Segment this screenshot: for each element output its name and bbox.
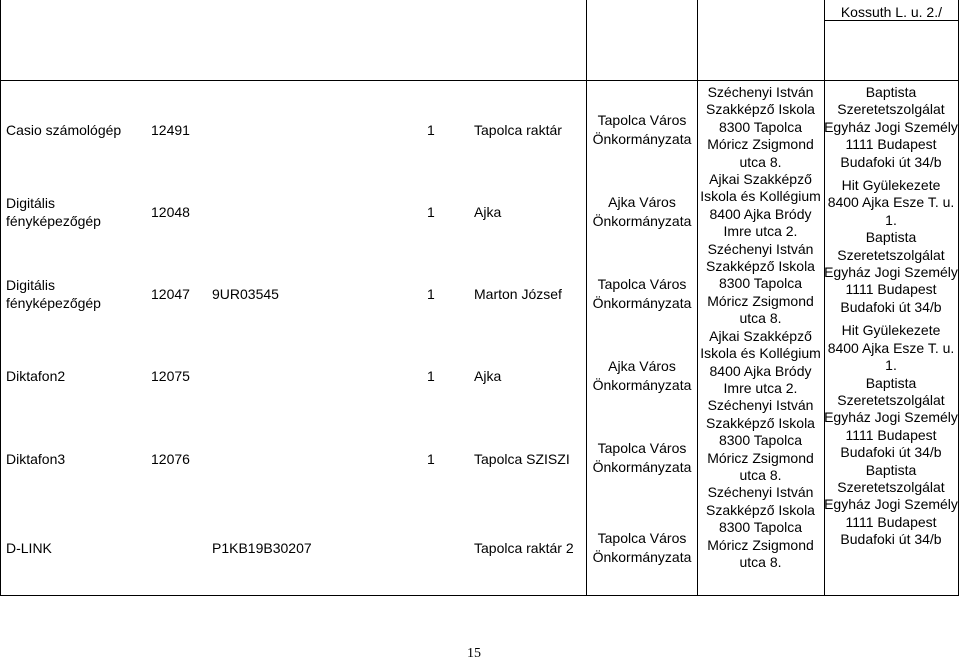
operator-line: Baptista	[865, 84, 917, 100]
school-line: 8300 Tapolca	[718, 275, 803, 292]
operator-line: Szeretetszolgálat	[837, 391, 945, 408]
inventory-number: 12048	[151, 204, 190, 220]
owner-name: Ajka Város Önkormányzata	[592, 194, 692, 229]
location: Tapolca raktár	[474, 122, 562, 138]
item-name: Casio számológép	[6, 122, 122, 138]
operator-line: Egyház Jogi Személy	[824, 409, 958, 426]
operator-line: Budafoki út 34/b	[840, 531, 942, 548]
item-name: Diktafon2	[6, 368, 66, 384]
school-line: 8400 Ajka Bródy	[709, 362, 812, 379]
location: Tapolca SZISZI	[474, 451, 570, 467]
header-address: Kossuth L. u. 2./	[840, 4, 942, 20]
location: Ajka	[474, 368, 502, 384]
owner-cell	[587, 193, 697, 231]
operator-line: Baptista	[865, 229, 917, 246]
school-line: Szakképző Iskola	[706, 501, 815, 518]
quantity: 1	[427, 122, 435, 138]
school-line: 8300 Tapolca	[718, 519, 803, 536]
school-line: Széchenyi István	[707, 397, 814, 414]
operator-line: Szeretetszolgálat	[837, 101, 945, 118]
operator-line: 1111 Budapest	[845, 136, 937, 153]
location: Marton József	[474, 286, 562, 302]
school-line: Szakképző Iskola	[706, 414, 815, 431]
school-line: Iskola és Kollégium	[700, 188, 821, 205]
owner-name: Tapolca Város Önkormányzata	[592, 112, 692, 147]
grid-line	[958, 0, 959, 596]
operator-line: 1.	[885, 357, 897, 374]
owner-cell	[587, 275, 697, 313]
serial-number: 9UR03545	[212, 286, 279, 302]
operator-line: 1.	[885, 211, 897, 228]
inventory-number: 12075	[151, 368, 190, 384]
operator-line: 8400 Ajka Esze T. u.	[827, 194, 955, 211]
operator-line: Szeretetszolgálat	[837, 246, 945, 263]
quantity: 1	[427, 368, 435, 384]
owner-cell	[587, 111, 697, 149]
school-line: utca 8.	[739, 153, 782, 170]
school-line: utca 8.	[739, 310, 782, 327]
school-line: Széchenyi István	[707, 84, 814, 100]
location: Ajka	[474, 204, 502, 220]
owner-cell	[587, 439, 697, 477]
school-line: Móricz Zsigmond	[707, 136, 814, 153]
item-name: Digitális fényképezőgép	[6, 195, 101, 229]
grid-line	[0, 595, 959, 596]
inventory-number: 12491	[151, 122, 190, 138]
owner-name: Tapolca Város Önkormányzata	[592, 276, 692, 311]
school-line: Móricz Zsigmond	[707, 449, 814, 466]
school-line: Móricz Zsigmond	[707, 536, 814, 553]
operator-line: 1111 Budapest	[845, 281, 937, 298]
operator-line: Budafoki út 34/b	[840, 153, 942, 170]
operator-line: Szeretetszolgálat	[837, 478, 945, 495]
operator-line: Hit Gyülekezete	[841, 322, 941, 339]
owner-name: Tapolca Város Önkormányzata	[592, 440, 692, 475]
serial-number: P1KB19B30207	[212, 540, 312, 556]
quantity: 1	[427, 286, 435, 302]
school-line: Imre utca 2.	[723, 379, 798, 396]
operator-line: 1111 Budapest	[845, 426, 937, 443]
school-line: Iskola és Kollégium	[700, 345, 821, 362]
school-line: Szakképző Iskola	[706, 258, 815, 275]
operator-line: Egyház Jogi Személy	[824, 118, 958, 135]
item-name: Diktafon3	[6, 451, 66, 467]
page-number: 15	[467, 646, 481, 661]
item-name: Digitális fényképezőgép	[6, 277, 101, 311]
school-line: Széchenyi István	[707, 484, 814, 501]
school-line: 8300 Tapolca	[718, 432, 803, 449]
school-line: Széchenyi István	[707, 240, 814, 257]
school-line: Szakképző Iskola	[706, 101, 815, 118]
school-line: 8300 Tapolca	[718, 118, 803, 135]
school-line: Ajkai Szakképző	[709, 327, 812, 344]
operator-line: Budafoki út 34/b	[840, 298, 942, 315]
operator-line: Hit Gyülekezete	[841, 177, 941, 194]
quantity: 1	[427, 451, 435, 467]
operator-column	[824, 84, 958, 549]
operator-line: Egyház Jogi Személy	[824, 264, 958, 281]
owner-cell	[587, 357, 697, 395]
school-line: utca 8.	[739, 553, 782, 570]
operator-line: Egyház Jogi Személy	[824, 496, 958, 513]
school-line: 8400 Ajka Bródy	[709, 205, 812, 222]
school-line: Imre utca 2.	[723, 223, 798, 240]
operator-line: Budafoki út 34/b	[840, 444, 942, 461]
operator-line: 8400 Ajka Esze T. u.	[827, 339, 955, 356]
quantity: 1	[427, 204, 435, 220]
owner-cell	[587, 529, 697, 567]
location: Tapolca raktár 2	[474, 540, 574, 556]
school-line: utca 8.	[739, 466, 782, 483]
grid-line	[0, 0, 1, 596]
operator-line: Baptista	[865, 461, 917, 478]
owner-name: Ajka Város Önkormányzata	[592, 358, 692, 393]
school-column	[697, 84, 824, 571]
item-name: D-LINK	[6, 540, 52, 556]
operator-line: 1111 Budapest	[845, 513, 937, 530]
operator-line: Baptista	[865, 374, 917, 391]
school-line: Ajkai Szakképző	[709, 171, 812, 188]
inventory-number: 12076	[151, 451, 190, 467]
grid-line	[824, 20, 958, 21]
owner-name: Tapolca Város Önkormányzata	[592, 530, 692, 565]
inventory-number: 12047	[151, 286, 190, 302]
school-line: Móricz Zsigmond	[707, 292, 814, 309]
grid-line	[0, 80, 959, 81]
